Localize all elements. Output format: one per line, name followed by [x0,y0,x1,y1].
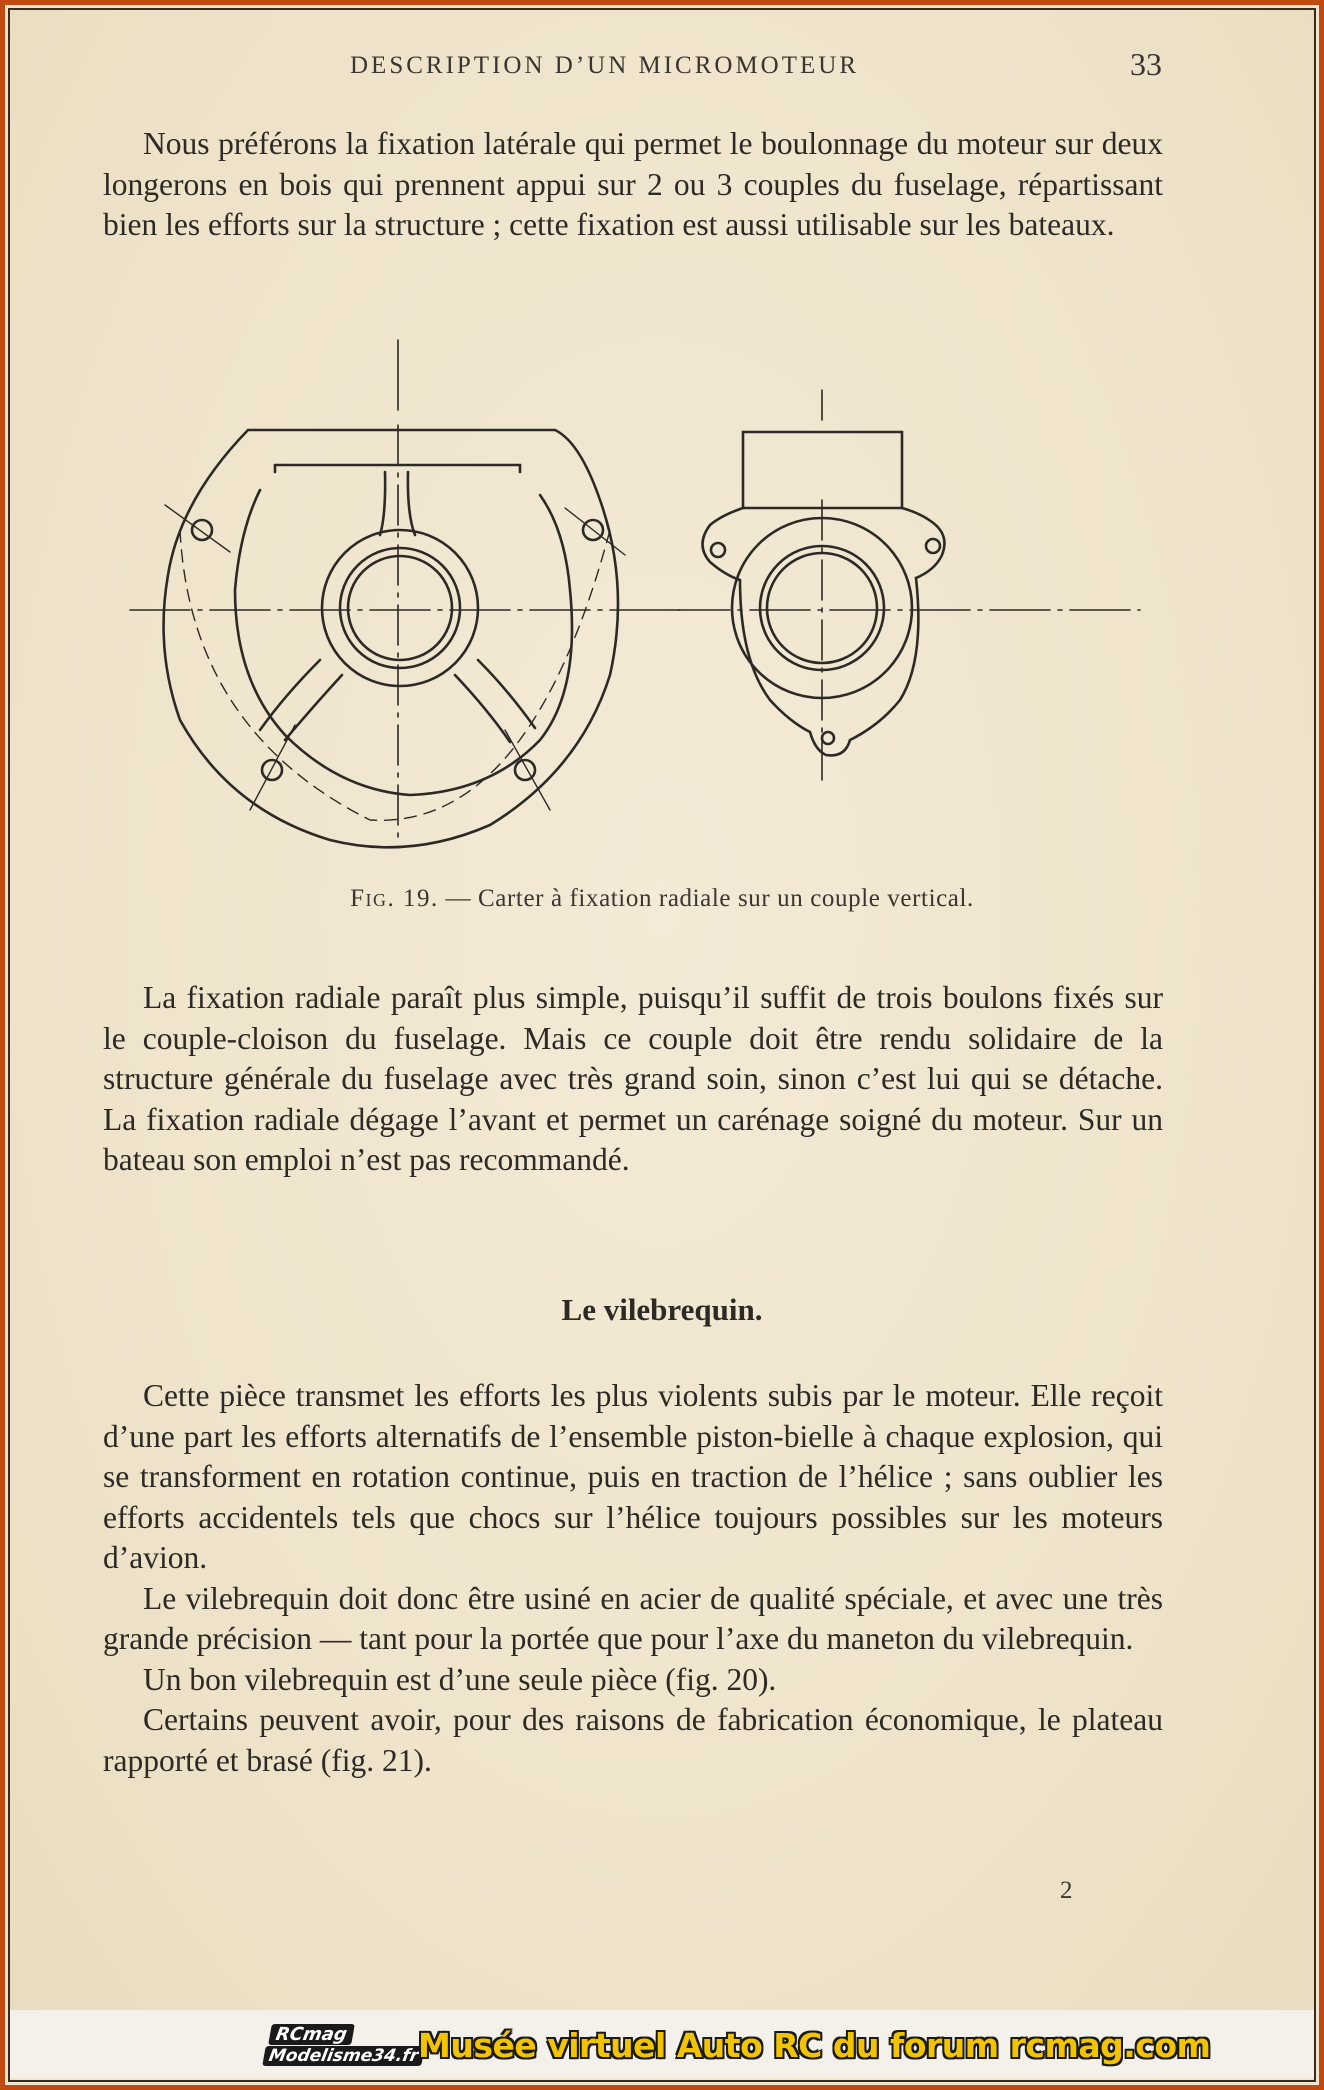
paragraph-text: Cette pièce transmet les efforts les plus violents subis par le moteur. Elle reçoit d’une part les efforts alternatifs de l’ensemble piston-bielle à chaque explosion, qui se transforment en rotation continue, puis en traction de l’hélice ; sans oublier les efforts accidentels tels que chocs sur l’hélice toujours possibles sur les moteurs d’avion. [103,1378,1163,1575]
logo-line-1: RCmag [268,2024,355,2045]
paragraph-fixation-laterale [103,124,1163,246]
signature-mark: 2 [1060,1877,1073,1904]
rcmag-logo [264,2024,420,2072]
museum-banner: Musée virtuel Auto RC du forum rcmag.com [418,2026,1211,2065]
paragraph-fixation-radiale [103,978,1163,1181]
paragraph-text: La fixation radiale paraît plus simple, puisqu’il suffit de trois boulons fixés sur le couple-cloison du fuselage. Mais ce couple doit être rendu solidaire de la structure générale du fuselage avec très grand soin, sinon c’est lui qui se détache. La fixation radiale dégage l’avant et permet un carénage soigné du moteur. Sur un bateau son emploi n’est pas recommandé. [103,980,1163,1177]
running-title: DESCRIPTION D’UN MICROMOTEUR [350,52,860,79]
page-number: 33 [1130,46,1162,82]
figure-caption-text: — Carter à fixation radiale sur un couple vertical. [438,885,974,912]
left-carter-view [130,340,680,847]
paragraph-text: Le vilebrequin doit donc être usiné en acier de qualité spéciale, et avec une très grande précision — tant pour la portée que pour l’axe du maneton du vilebrequin. [103,1580,1163,1656]
section-title-vilebrequin: Le vilebrequin. [561,1292,763,1327]
paragraph-text: Nous préférons la fixation latérale qui permet le boulonnage du moteur sur deux longerons en bois qui prennent appui sur 2 ou 3 couples du fuselage, répartissant bien les efforts sur la structure ; cette fixation est aussi utilisable sur les bateaux. [103,126,1163,242]
right-carter-view [670,390,1140,780]
vilebrequin-body [103,1376,1163,1781]
logo-line-2: Modelisme34.fr [262,2046,425,2066]
paragraph-text: Certains peuvent avoir, pour des raisons de fabrication économique, le plateau rapporté et brasé (fig. 21). [103,1702,1163,1778]
figure-caption [0,885,1324,913]
figure-19-drawing [110,330,1170,870]
paragraph-text: Un bon vilebrequin est d’une seule pièce (fig. 20). [143,1661,777,1697]
figure-label: Fig. 19. [350,885,439,912]
